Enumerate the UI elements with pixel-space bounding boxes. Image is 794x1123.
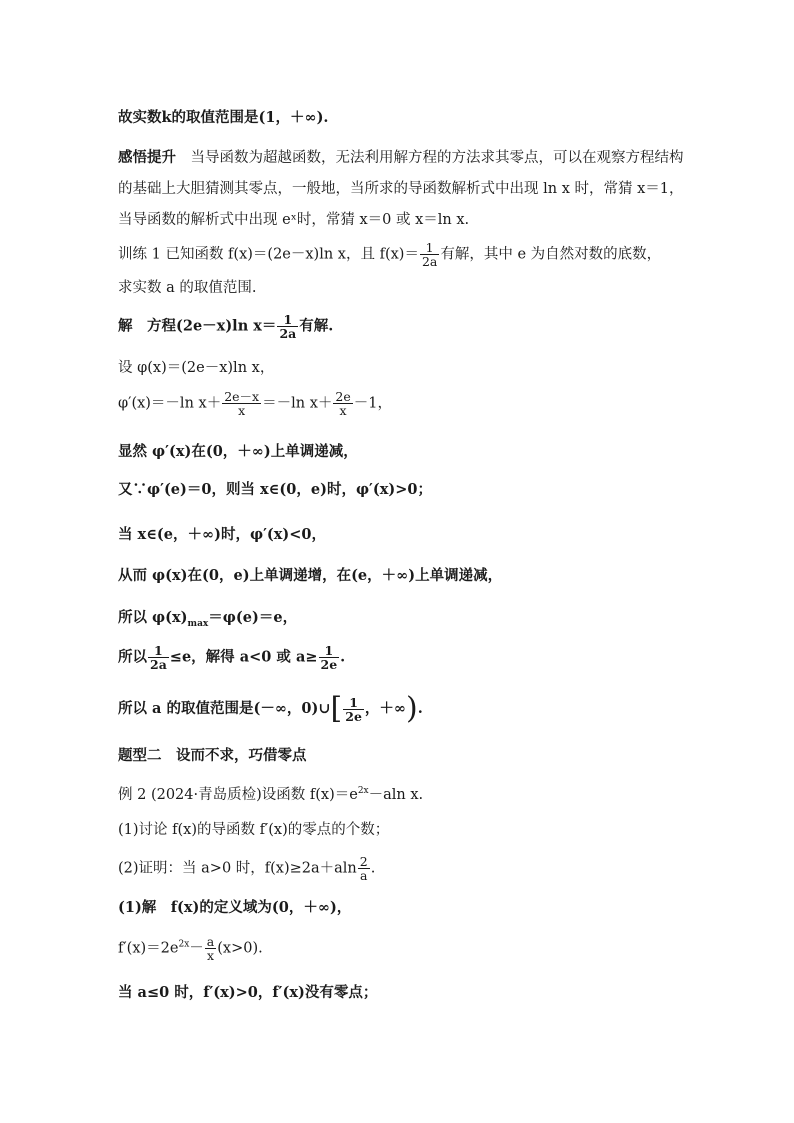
text: 求实数 a 的取值范围. [118, 280, 257, 296]
text: 所以 a 的取值范围是(－∞，0)∪ [118, 700, 331, 717]
text: －aln x. [368, 787, 424, 803]
solution-line8 [118, 608, 688, 628]
fraction [420, 241, 439, 268]
text: (1)解 f(x)的定义域为(0，＋∞)， [118, 899, 352, 916]
denominator: x [339, 403, 347, 418]
solution-line5 [118, 480, 688, 500]
solution-2-line3 [118, 983, 688, 1003]
denominator: x [238, 403, 246, 418]
fraction [205, 935, 216, 962]
text: ＝－ln x＋ [262, 395, 333, 412]
text: －1， [353, 395, 392, 412]
text: . [340, 648, 346, 666]
example-2-part2 [118, 855, 688, 882]
numerator: 2e [335, 389, 351, 404]
text: 显然 φ′(x)在(0，＋∞)上单调递减， [118, 443, 358, 460]
numerator: 1 [319, 644, 340, 658]
solution-line3 [118, 390, 688, 417]
section-heading-type2 [118, 746, 688, 766]
left-bracket: [ [330, 691, 343, 726]
text: 从而 φ(x)在(0，e)上单调递增，在(e，＋∞)上单调递减， [118, 567, 503, 584]
exercise-1-line2 [118, 278, 688, 298]
insight-text: 当导函数为超越函数，无法利用解方程的方法求其零点，可以在观察方程结构的基础上大胆猜测其零点，一般地，当所求的导函数解析式中出现 ln x 时，常猜 x＝1，当导函数的解析式中出现 eˣ时，常猜 x＝0 或 x＝ln x. [118, 150, 684, 228]
denominator: 2e [320, 657, 338, 672]
insight-label: 感悟提升 [118, 149, 176, 166]
text: 故实数k的取值范围是(1，＋∞). [118, 109, 329, 126]
denominator: 2e [345, 708, 362, 724]
insight-paragraph [118, 142, 690, 236]
text: 当 a≤0 时，f′(x)>0，f′(x)没有零点； [118, 984, 378, 1001]
text: f′(x)＝2e [118, 940, 179, 957]
text: 有解，其中 e 为自然对数的底数， [440, 246, 662, 263]
solution-line6 [118, 525, 688, 545]
solution-line9 [118, 644, 688, 671]
fraction [277, 313, 298, 340]
text: 又∵φ′(e)＝0，则当 x∈(0，e)时，φ′(x)>0； [118, 481, 432, 498]
numerator: a [206, 934, 215, 949]
solution-2-line1 [118, 898, 688, 918]
text: 训练 1 已知函数 f(x)＝(2e－x)ln x，且 f(x)＝ [118, 246, 419, 263]
text: 设 φ(x)＝(2e－x)ln x， [118, 360, 275, 376]
text: 所以 [118, 648, 147, 666]
text: 题型二 设而不求，巧借零点 [118, 747, 307, 764]
numerator: 1 [277, 313, 298, 327]
text: － [189, 940, 204, 957]
denominator: a [360, 868, 368, 883]
text: (1)讨论 f(x)的导函数 f′(x)的零点的个数； [118, 822, 390, 838]
numerator: 2 [359, 854, 368, 869]
text: 当 x∈(e，＋∞)时，φ′(x)<0， [118, 526, 326, 543]
solution-line10 [118, 691, 688, 726]
text: (2)证明：当 a>0 时，f(x)≥2a＋aln [118, 860, 357, 877]
text: 例 2 (2024·青岛质检)设函数 f(x)＝e [118, 787, 358, 803]
numerator: 1 [148, 644, 169, 658]
subscript: max [187, 618, 209, 629]
fraction [148, 644, 169, 671]
right-paren: ) [406, 691, 418, 726]
fraction [333, 390, 352, 417]
text: ≤e，解得 a<0 或 a≥ [169, 648, 318, 666]
numerator: 2e－x [224, 389, 260, 404]
line-conclusion [118, 108, 688, 128]
text: 解 方程(2e－x)ln x＝ [118, 317, 277, 335]
period: . [417, 700, 423, 717]
text: (x>0). [217, 940, 263, 957]
superscript: 2x [357, 786, 369, 797]
superscript: 2x [178, 939, 190, 950]
fraction [222, 390, 261, 417]
solution-line1 [118, 313, 688, 340]
numerator: 1 [343, 696, 364, 710]
text: φ′(x)＝－ln x＋ [118, 395, 222, 412]
fraction [343, 696, 364, 723]
solution-line4 [118, 442, 688, 462]
fraction [358, 855, 370, 882]
text: ，＋∞ [364, 700, 406, 717]
example-2-line1 [118, 785, 688, 805]
numerator: 1 [420, 241, 439, 255]
text: ＝φ(e)＝e， [208, 609, 298, 626]
solution-line2 [118, 358, 688, 378]
text: 有解. [299, 317, 334, 335]
solution-line7 [118, 566, 688, 586]
denominator: x [206, 948, 215, 963]
fraction [319, 644, 340, 671]
denominator: 2a [150, 657, 167, 672]
solution-2-line2 [118, 935, 688, 962]
example-2-part1 [118, 820, 688, 840]
denominator: 2a [421, 254, 438, 269]
denominator: 2a [279, 326, 297, 341]
exercise-1-line1 [118, 241, 688, 268]
text: . [370, 860, 376, 877]
text: 所以 φ(x) [118, 609, 188, 626]
